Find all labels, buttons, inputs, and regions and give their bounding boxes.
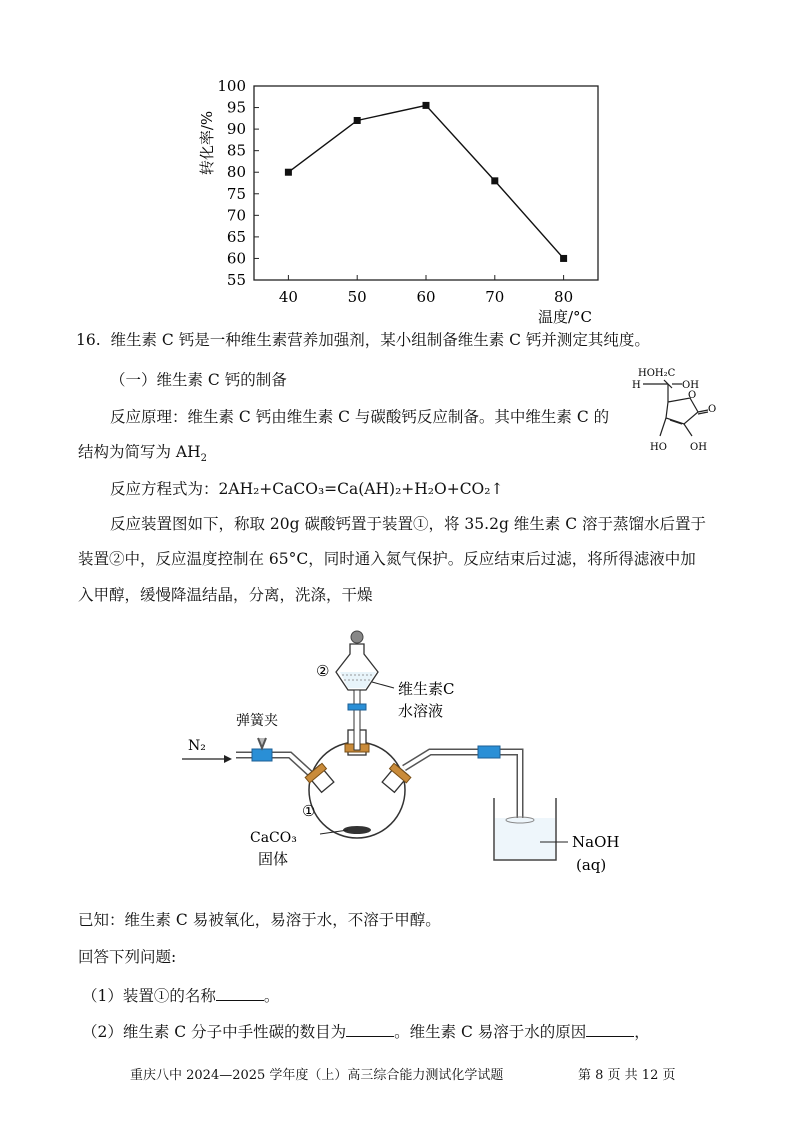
flask-number: ①: [302, 802, 316, 820]
struct-carbonyl-o-label: O: [708, 404, 717, 415]
section-title: （一）维生素 C 钙的制备: [110, 371, 287, 389]
setup-line-2: 装置②中，反应温度控制在 65°C，同时通入氮气保护。反应结束后过滤，将所得滤液中加: [78, 550, 696, 568]
x-tick-label: 80: [554, 288, 574, 306]
struct-ho-label: HO: [650, 442, 667, 453]
vc-label-2: 水溶液: [398, 702, 444, 720]
vitamin-c-structure: [620, 360, 730, 460]
question-2: [82, 1020, 650, 1042]
y-tick-label: 100: [217, 77, 246, 95]
equation-label: 反应方程式为：: [110, 480, 219, 498]
known-info: 已知：维生素 C 易被氧化，易溶于水，不溶于甲醇。: [78, 911, 441, 929]
principle-line-2: [78, 440, 207, 464]
q2-tail: ，: [634, 1023, 650, 1041]
struct-oh-label: OH: [682, 380, 699, 391]
funnel-number: ②: [316, 662, 330, 680]
solid-label: 固体: [258, 850, 289, 868]
x-tick-label: 50: [347, 288, 367, 306]
y-tick-label: 95: [226, 98, 246, 117]
x-tick-label: 60: [416, 288, 436, 306]
answer-prompt: 回答下列问题:: [78, 948, 177, 966]
y-tick-label: 55: [226, 271, 246, 289]
y-tick-label: 90: [226, 120, 246, 139]
q2-answer-blank-1[interactable]: [346, 1022, 394, 1037]
data-point: [285, 169, 292, 176]
y-tick-label: 60: [226, 249, 246, 268]
y-axis-label: 转化率/%: [198, 110, 216, 176]
x-tick-label: 40: [278, 288, 298, 306]
q1-text: （1）装置①的名称: [82, 987, 216, 1005]
y-tick-label: 70: [226, 206, 246, 225]
reaction-apparatus-diagram: [0, 620, 800, 890]
conversion-rate-chart: [0, 0, 800, 330]
series-line: [288, 105, 563, 258]
struct-oh-bottom-label: OH: [690, 442, 707, 453]
data-point: [560, 255, 567, 262]
y-tick-label: 85: [226, 141, 246, 160]
data-point: [354, 117, 361, 124]
principle-subscript: 2: [200, 453, 208, 465]
data-point: [491, 177, 498, 184]
naoh-label: NaOH: [572, 833, 620, 851]
vc-label-1: 维生素C: [398, 680, 455, 698]
equation-line: [110, 477, 503, 499]
struct-ring-o-label: O: [688, 390, 697, 401]
y-tick-label: 75: [226, 184, 246, 203]
principle-line-1: 反应原理：维生素 C 钙由维生素 C 与碳酸钙反应制备。其中维生素 C 的: [110, 408, 610, 426]
data-point: [423, 102, 430, 109]
question-1: [82, 984, 279, 1006]
x-axis-label: 温度/°C: [538, 308, 593, 326]
q1-tail: 。: [263, 987, 280, 1005]
naoh-beaker: [494, 798, 556, 860]
question-intro: 16. 维生素 C 钙是一种维生素营养加强剂，某小组制备维生素 C 钙并测定其纯度。: [76, 331, 650, 349]
setup-line-3: 入甲醇，缓慢降温结晶，分离，洗涤，干燥: [78, 586, 373, 604]
setup-line-1: 反应装置图如下，称取 20g 碳酸钙置于装置①，将 35.2g 维生素 C 溶于蒸馏水后置于: [110, 515, 707, 533]
struct-top-label: HOH₂C: [638, 368, 676, 379]
reaction-equation: 2AH₂+CaCO₃=Ca(AH)₂+H₂O+CO₂↑: [218, 480, 504, 498]
n2-label: N₂: [188, 738, 206, 754]
dropping-funnel: [336, 631, 378, 750]
struct-h-label: H: [632, 380, 641, 391]
q2-text: （2）维生素 C 分子中手性碳的数目为: [82, 1023, 347, 1041]
chart-frame: [254, 86, 598, 280]
page-number: 第 8 页 共 12 页: [578, 1068, 676, 1083]
spring-clip: [252, 749, 272, 761]
y-tick-label: 80: [226, 163, 246, 182]
aq-label: (aq): [576, 856, 607, 874]
q1-answer-blank[interactable]: [216, 986, 264, 1001]
x-tick-label: 70: [485, 288, 505, 306]
caco3-label: CaCO₃: [250, 830, 297, 846]
q2-answer-blank-2[interactable]: [586, 1022, 634, 1037]
footer-title: 重庆八中 2024—2025 学年度（上）高三综合能力测试化学试题: [130, 1068, 504, 1083]
y-tick-label: 65: [226, 227, 246, 246]
q2-middle: 。维生素 C 易溶于水的原因: [394, 1023, 587, 1041]
clip-label: 弹簧夹: [236, 713, 278, 729]
principle-text: 结构为简写为 AH: [78, 443, 201, 461]
